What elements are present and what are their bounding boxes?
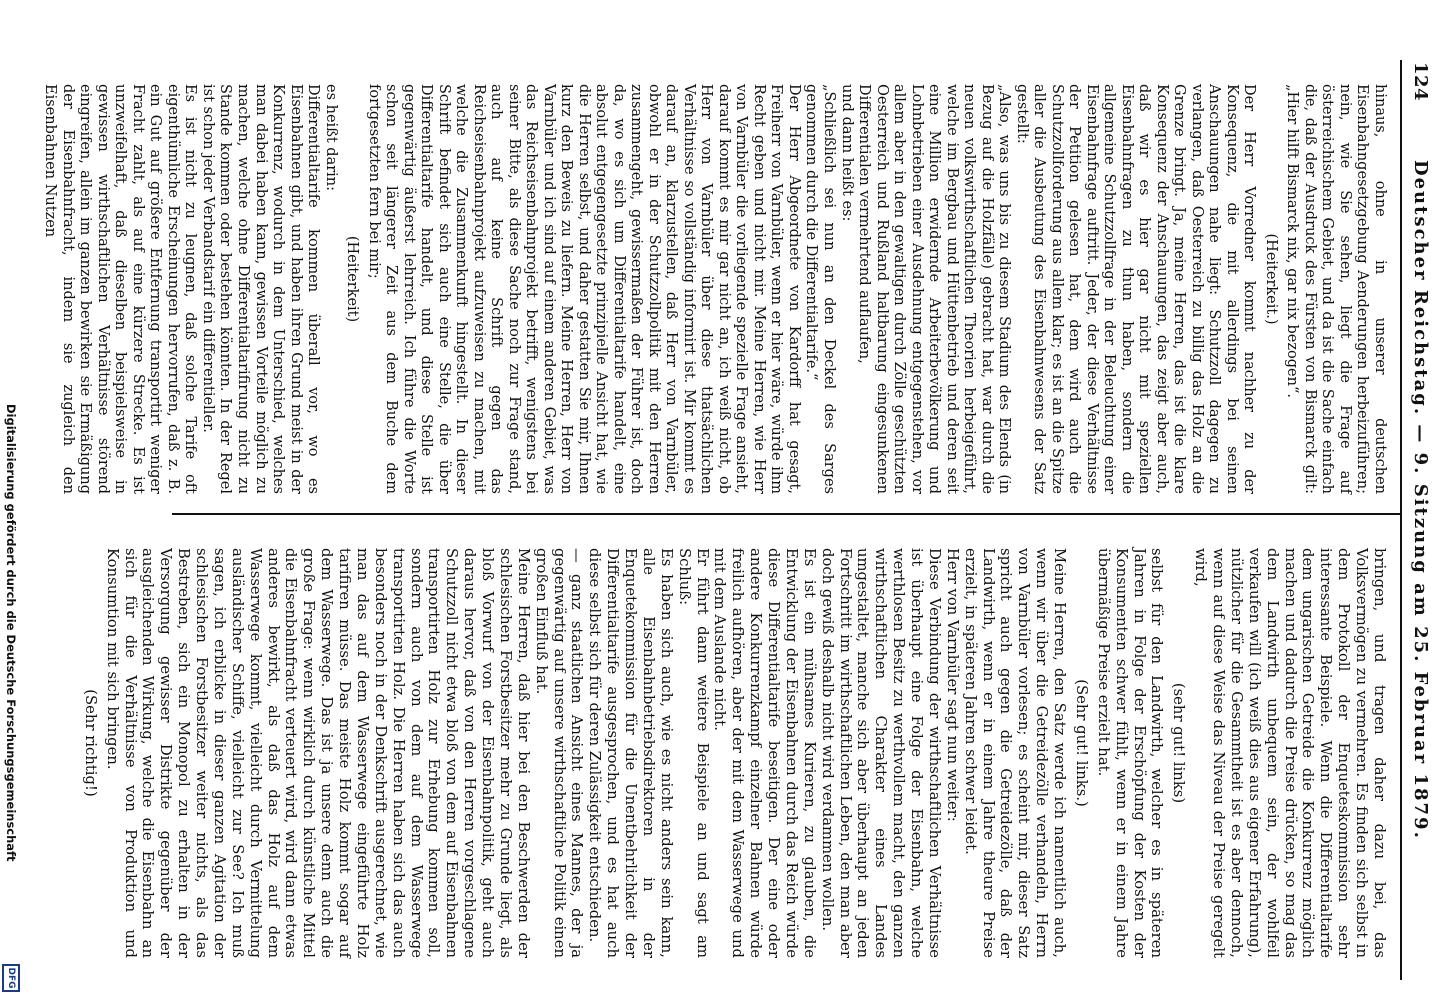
quoted-paragraph: Diese Verbindung der wirthschaftlichen Verhältnisse ist überhaupt eine Folge der Eisenbahn, welche werthlosen Besitz zu werthvollem macht, den ganzen wirthschaftlichen Charakter eines Landes umgestaltet, manche sich aber überhaupt an jeden Fortschritt im wirthschaftlichen Leben, den man aber doch gewiß deshalb nicht wird verdammen wollen. [818, 548, 943, 958]
paragraph: es heißt darin: [322, 84, 339, 192]
quoted-paragraph: Es ist nicht zu leugnen, daß solche Tarife oft eigenthümliche Erscheinungen hervorrufen, daß z. B. ein Gut auf größere Entfernung transportirt weniger Fracht zahlt, als auf eine kürzere Strecke. Es ist unzweifelhaft, daß dieselben beispielsweise in gewissen wirthschaftlichen Verhältnisse störend eingreifen, allein im ganzen bewirken sie Ermäßigung der Eisenbahnfracht, indem sie zugleich den Eisenbahnen Nutzen [42, 84, 199, 494]
paragraph: selbst für den Landwirth, welcher es in späteren Jahren in Folge der Erschöpfung der Kosten der Konsumenten schwer fühlt, wenn er in einem Jahre übermäßige Preise erzielt hat. [1094, 548, 1166, 958]
paragraph: und dann heißt es: [838, 84, 855, 222]
column-divider [172, 513, 1402, 515]
paragraph: Der Herr Vorredner kommt nachher zu der Konsequenz, die mit allerdings bei seinen Anschauungen nahe liegt: Schutzzoll dagegen zu verlangen, daß Oesterreich zu billig das Holz an die Grenze bringt. Ja, meine Herren, das ist die klare Konsequenz der Anschauungen, das zeigt aber auch, daß wir es hier gar nicht mit speziellen Eisenbahnfragen zu thun haben, sondern die allgemeine Schutzzollfrage in der Beleuchtung einer Eisenbahnfrage auftritt. Jeder, der diese Verhältnisse der Petition gelesen hat, dem wird auch die Schutzzollforderung aus allem klar; es ist an die Spitze aller die Ausbeutung des Eisenbahnwesens der Satz gestellt: [1013, 84, 1258, 494]
quoted-paragraph: Differentialtarife kommen überall vor, wo es Eisenbahnen gibt, und haben ihren Grund meist in der Konkurrenz, wodurch in dem Unterschied, welches man dabei haben kann, gewissen Vorteile möglich zu machen, welche ohne Differentialtarifirung nicht zu Stande kommen oder bestehen könnten. In der Regel ist schon jeder Verbandstarif ein differentieller. [199, 84, 322, 494]
footer [2, 0, 20, 1000]
interjection: (sehr gut! links) [1170, 682, 1188, 804]
quoted-paragraph: Es ist ein mühsames Kurieren, zu glauben, die Entwicklung der Eisenbahnen durch das Reich würde diese Differentialtarife beseitigen. Der eine oder andere Konkurrenzkampf einzelner Bahnen würde freilich aufhören, aber der mit dem Wasserwege und mit dem Auslande nicht. [711, 548, 818, 958]
quoted-paragraph: „Schließlich sei nun an den Deckel des Sarges genommen durch die Differentialtarife.“ [803, 84, 838, 494]
paragraph: Herr von Varnbüler sagt nun weiter: [943, 548, 961, 822]
paragraph: Meine Herren, daß hier bei den Beschwerden der schlesischen Forstbesitzer mehr zu Grunde liegt, als bloß Vorwurf von der Eisenbahnpolitik, geht auch daraus hervor, daß von den Herren vorgeschlagene Schutzzoll nicht etwa bloß von dem auf Eisenbahnen transportirten Holz zur Erhebung kommen soll, sondern auch von dem auf dem Wasserwege transportirten Holz. Die Herren haben sich das auch besonders noch in der Denkschrift ausgerechnet, wie man das auf dem Wasserwege eingeführte Holz tarifiren müsse. Das meiste Holz kommt sogar auf dem Wasserwege. Das ist ja unsere denn auch die große Frage: wenn wirklich durch künstliche Mittel die Eisenbahnfracht verteuert wird, wird dann etwas anderes bewirkt, als daß das Holz auf dem Wasserwege kommt, vielleicht durch Vermittelung ausländischer Schiffe, vielleicht zur See? Ich muß sagen, ich erblicke in dieser ganzen Agitation der schlesischen Forstbesitzer weiter nichts, als das Bestreben, sich ein Monopol zu erhalten in der Versorgung gewisser Distrikte gegenüber der ausgleichenden Wirkung, welche die Eisenbahn an sich für die Verhältnisse von Produktion und Konsumtion mit sich bringen. [103, 548, 532, 958]
interjection: (Heiterkeit.) [1262, 233, 1279, 325]
page-number: 124 [1410, 62, 1431, 102]
interjection: (Heiterkeit) [344, 235, 361, 323]
paragraph: hinaus, ohne in unserer deutschen Eisenbahngesetzgebung Aenderungen herbeizuführen; nein, wie Sie sehen, liegt die Frage auf österreichischem Gebiet, und da ist die Sache einfach die, daß der Ausdruck des Fürsten von Bismarck gilt: „Hier hilft Bismarck nix, gar nix bezogen“. [1284, 84, 1388, 494]
paragraph: Meine Herren, den Satz werde ich namentlich auch, wenn wir über die Getreidezölle verhandeln, Herrn von Varnbüler vorlesen; es scheint mir, dieser Satz spricht auch gegen die Getreidezölle, daß der Landwirth, wenn er in einem Jahre theure Preise erzielt, in späteren Jahren schwer leidet. [961, 548, 1069, 958]
paragraph: bringen, und tragen daher dazu bei, das Volksvermögen zu vermehren. Es finden sich selbst in dem Protokoll der Enqueteskommission sehr interessante Beispiele. Wenn die Differentialtarife dem ungarischen Getreide die Konkurrenz möglich machen und dadurch die Preise drücken, so mag das dem Landwirth unbequem sein, der wohlfeil verkaufen will (ich weiß dies aus eigener Erfahrung), nützlicher für die Gesammtheit ist es aber dennoch, wenn auf diese Weise das Niveau der Preise geregelt wird, [1192, 548, 1388, 958]
interjection: (Sehr gut! links.) [1073, 679, 1090, 807]
footer-text: Digitalisierung gefördert durch die Deutsche Forschungsgemeinschaft [4, 404, 18, 862]
paragraph: Er führt dann weitere Beispiele an und sagt am Schluß: [675, 548, 711, 958]
left-column [41, 64, 1388, 494]
quoted-paragraph: „Also, was uns bis zu diesem Stadium des Elends (in Bezug auf die Holzfälle) gebracht hat, war durch die neuen volkswirthschaftlichen Theorien herbeigeführt, welche im Bergbau und Hüttenbetrieb und deren seit eine Million erwidernde Arbeiterbevölkerung und Lohnbetrieben einer Ausdehnung entgegenstehen, vor allem aber in den gewaltigen durch Zölle geschützten Oesterreich und Rußland haltbarung eingesunkenen Differentialen vermehrtend auflaufen, [856, 84, 1013, 494]
page-title: Deutscher Reichstag. — 9. Sitzung am 25. Februar 1879. [1410, 160, 1431, 840]
page-header [1407, 0, 1431, 1000]
right-column [77, 528, 1388, 958]
paragraph: — ganz staatlichen Ansicht eines Mannes, der ja gegenwärtig auf unsere wirthschaftliche Politik einen großen Einfluß hat. [532, 548, 586, 958]
quoted-paragraph: Es haben sich auch, wie es nicht anders sein kann, alle Eisenbahnbetriebsdirektoren in der Enquetekommission für die Unentbehrlichkeit der Differentialtarife ausgesprochen, und es hat auch diese selbst sich für deren Zulässigkeit entschieden. [586, 548, 675, 958]
paragraph: Der Herr Abgeordnete von Kardorff hat gesagt, Freiherr von Varnbüler, wenn er hier wäre, würde ihm Recht geben und nicht mir. Meine Herren, wie Herr von Varnbüler die vorliegende spezielle Frage ansieht, darauf kommt es mir gar nicht an, ich weiß nicht, ob Herr von Varnbüler über diese thatsächlichen Verhältnisse so vollständig informirt ist. Mir kommt es darauf an, klarzustellen, daß Herr von Varnbüler, obwohl er in der Schutzzollpolitik mit den Herren zusammengeht, gewissermaßen der Führer ist, doch da, wo es sich um Differentialtarife handelt, eine absolut entgegengesetzte prinzipielle Ansicht hat, wie die Herren selbst, und daher gestatten Sie mir, Ihnen kurz den Beweis zu liefern. Meine Herren, Herr von Varnbüler und ich sind auf einem anderen Gebiet, was das Reichseisenbahnprojekt betrifft, wenigstens bei seiner Bitte, als diese Sache noch zur Frage stand, auch auf keine Schrift gegen das Reichseisenbahnprojekt aufzuweisen zu machen, mit welche die Zusammenkunft hingestellt. In dieser Schrift befindet sich auch eine Stelle, die über Differentialtarife handelt, und diese Stelle ist gegenwärtig äußerst lehrreich. Ich führe die Worte schon seit längerer Zeit aus dem Buche dem fortgesetzten fern bei mir; [365, 84, 802, 494]
header-rule [1400, 60, 1402, 980]
interjection: (Sehr richtig!) [81, 689, 99, 797]
dfg-logo: DFG [2, 964, 20, 992]
